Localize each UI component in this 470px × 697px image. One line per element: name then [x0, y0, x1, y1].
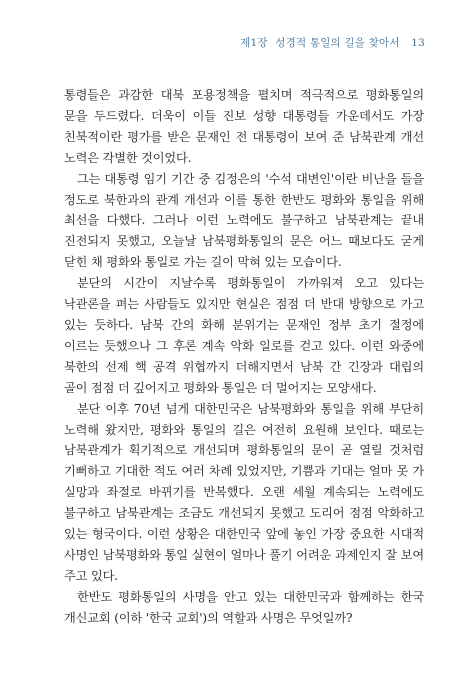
running-head — [240, 35, 425, 50]
paragraph: 한반도 평화통일의 사명을 안고 있는 대한민국과 함께하는 한국 개신교회 (이하 '한국 교회')의 역할과 사명은 무엇일까? — [64, 589, 424, 625]
chapter-label: 제1장 — [240, 37, 268, 49]
paragraph: 분단 이후 70년 넘게 대한민국은 남북평화와 통일을 위해 부단히 노력해 왔지만, 평화와 통일의 길은 여전히 요원해 보인다. 때로는 남북관계가 획기적으로 개선되며 평화통일의 문이 곧 열릴 것처럼 기뻐하고 기대한 적도 여러 차례 있었지만, 기쁨과 기대는 얼마 못 가 실망과 좌절로 바뀌기를 반복했다. 오랜 세월 계속되는 노력에도 불구하고 남북관계는 조금도 개선되지 못했고 도리어 점점 악화하고 있는 형국이다. 이런 상황은 대한민국 앞에 놓인 가장 중요한 시대적 사명인 남북평화와 통일 실현이 얼마나 풀기 어려운 과제인지 잘 보여 주고 있다. — [64, 401, 424, 583]
chapter-title: 성경적 통일의 길을 찾아서 — [275, 37, 400, 49]
body-text — [64, 85, 424, 629]
paragraph: 그는 대통령 임기 기간 중 김정은의 '수석 대변인'이란 비난을 들을 정도로 북한과의 관계 개선과 이를 통한 한반도 평화와 통일을 위해 최선을 다했다. 그러나 이런 노력에도 불구하고 남북관계는 끝내 진전되지 못했고, 오늘날 남북평화통일의 문은 어느 때보다도 굳게 닫힌 채 평화와 통일로 가는 길이 막혀 있는 모습이다. — [64, 171, 424, 270]
page-number: 13 — [411, 37, 425, 49]
paragraph-continued: 통령들은 과감한 대북 포용정책을 펼치며 적극적으로 평화통일의 문을 두드렸다. 더욱이 이들 진보 성향 대통령들 가운데서도 가장 친북적이란 평가를 받은 문재인 전 대통령이 보여 준 남북관계 개선 노력은 각별한 것이었다. — [64, 88, 424, 165]
paragraph: 분단의 시간이 지날수록 평화통일이 가까워져 오고 있다는 낙관론을 펴는 사람들도 있지만 현실은 점점 더 반대 방향으로 가고 있는 듯하다. 남북 간의 화해 분위기는 문재인 정부 초기 절정에 이르는 듯했으나 그 후론 계속 악화 일로를 걷고 있다. 이런 와중에 북한의 선제 핵 공격 위협까지 더해지면서 남북 간 긴장과 대립의 골이 점점 더 깊어지고 평화와 통일은 더 멀어지는 모양새다. — [64, 276, 424, 395]
